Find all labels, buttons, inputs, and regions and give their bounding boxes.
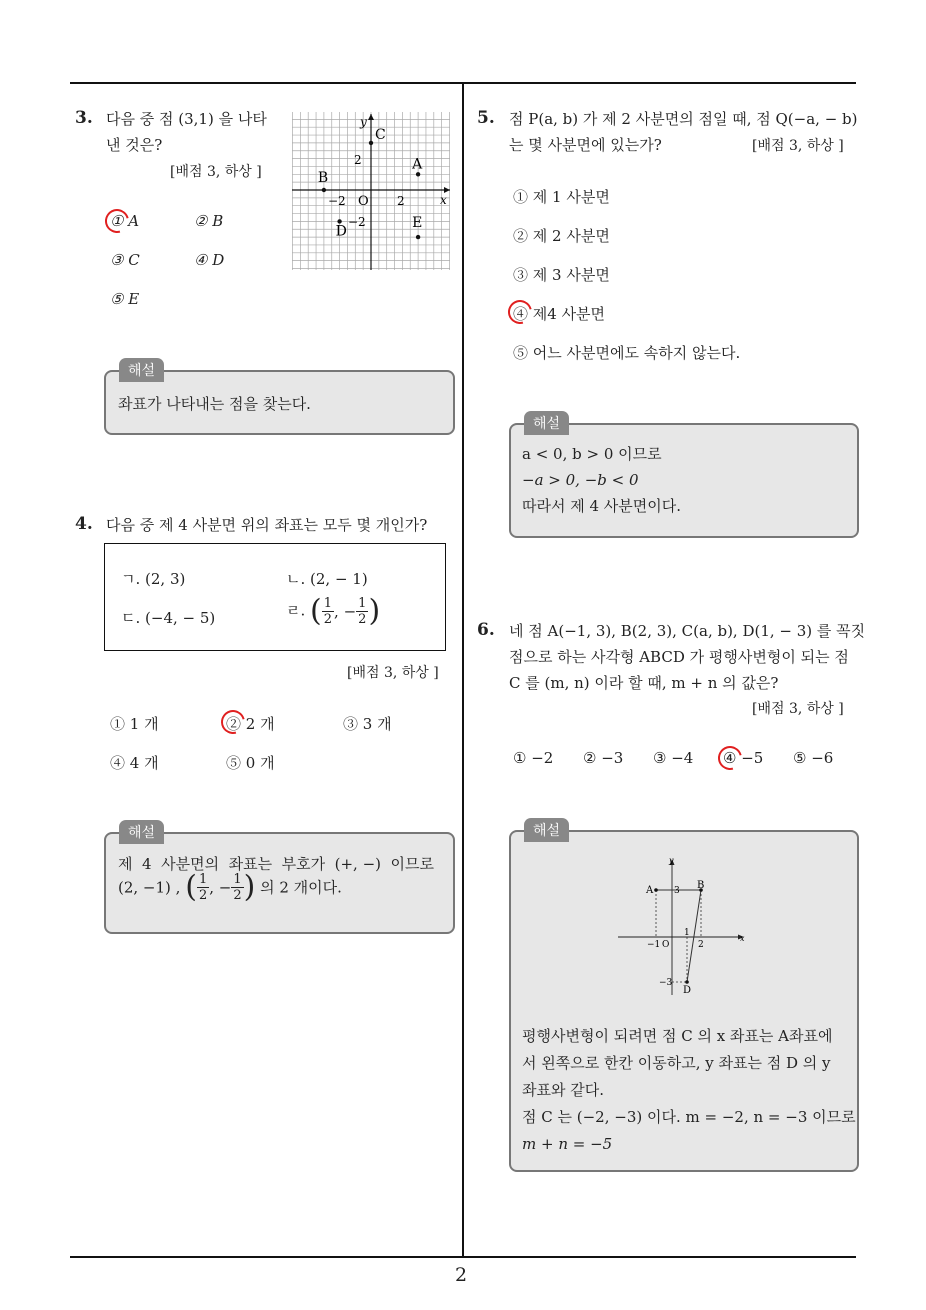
q4-explanation-mid: , − (209, 878, 232, 897)
q6-point-a (654, 888, 658, 892)
q4-explanation-pre: (2, −1) , (118, 878, 181, 897)
page-number: 2 (455, 1264, 468, 1286)
q4-explanation-tag: 해설 (119, 820, 164, 844)
q4-explanation-open-paren: ( (185, 869, 197, 905)
q4-item-d-num2: 1 (358, 596, 367, 611)
q3-tick-xm2: −2 (328, 194, 346, 208)
q3-y-label: y (360, 115, 367, 129)
q5-choice-1[interactable]: ① 제 1 사분면 (513, 188, 610, 206)
q6-tick-xm1: −1 (647, 940, 661, 950)
q3-score: [배점 3, 하상 ] (170, 164, 262, 180)
q6-label-a: A (646, 885, 654, 896)
bottom-rule (70, 1256, 856, 1258)
q3-point-e (416, 235, 420, 239)
q4-items-box (104, 543, 446, 651)
q4-explanation-num2: 1 (233, 872, 242, 887)
q6-score: [배점 3, 하상 ] (752, 701, 844, 717)
q6-explanation-line4: 점 C 는 (−2, −3) 이다. m = −2, n = −3 이므로 (522, 1108, 856, 1126)
q3-coordinate-grid (292, 112, 454, 272)
q4-question: 다음 중 제 4 사분면 위의 좌표는 모두 몇 개인가? (106, 516, 428, 534)
q3-point-label-b: B (317, 170, 329, 186)
q3-point-c (369, 141, 373, 145)
q4-explanation-close-paren: ) (243, 869, 256, 905)
q4-item-d-den1: 2 (323, 612, 333, 627)
q3-point-label-e: E (412, 215, 423, 232)
q6-choice-3[interactable]: ③ −4 (653, 749, 694, 767)
q4-item-a: ㄱ. (2, 3) (121, 570, 186, 588)
q3-point-label-d: D (335, 223, 347, 240)
q4-explanation-den1: 2 (198, 888, 208, 903)
q4-item-d-fraction2 (356, 596, 368, 627)
q5-score: [배점 3, 하상 ] (752, 138, 844, 154)
q5-explanation-line2: −a > 0, −b < 0 (522, 471, 639, 489)
q5-question-line2: 는 몇 사분면에 있는가? (509, 136, 662, 154)
q5-choice-2[interactable]: ② 제 2 사분면 (513, 227, 610, 245)
q4-explanation-line1: 제 4 사분면의 좌표는 부호가 (+, −) 이므로 (118, 855, 434, 873)
q6-y-label: y (669, 856, 674, 865)
q6-tick-x2: 2 (698, 940, 704, 950)
q5-choice-5[interactable]: ⑤ 어느 사분면에도 속하지 않는다. (513, 344, 741, 362)
q4-choice-3[interactable]: ③ 3 개 (343, 715, 392, 733)
q6-origin-label: O (662, 940, 670, 950)
q4-explanation-fraction1 (197, 872, 209, 903)
q4-choice-2[interactable]: ② 2 개 (226, 715, 275, 733)
q3-choice-3[interactable]: ③ C (110, 251, 140, 269)
q4-explanation-post: 의 2 개이다. (260, 878, 342, 897)
q3-choice-2[interactable]: ② B (194, 212, 224, 230)
q4-choice-5[interactable]: ⑤ 0 개 (226, 754, 275, 772)
q6-label-d: D (683, 985, 692, 996)
q3-question-line1: 다음 중 점 (3,1) 을 나타 (106, 110, 267, 128)
q3-question-line2: 낸 것은? (106, 136, 163, 154)
q3-choice-1[interactable]: ① A (110, 212, 140, 230)
q4-explanation-line2 (118, 869, 342, 905)
q6-question-line3: C 를 (m, n) 이라 할 때, m + n 의 값은? (509, 674, 779, 692)
q3-number: 3. (75, 108, 93, 128)
q3-x-label: x (440, 193, 447, 207)
q5-explanation-line3: 따라서 제 4 사분면이다. (522, 497, 682, 515)
q5-explanation-line1: a < 0, b > 0 이므로 (522, 445, 662, 463)
q6-tick-y3: 3 (674, 886, 680, 896)
q6-choice-1[interactable]: ① −2 (513, 749, 554, 767)
q3-explanation-text: 좌표가 나타내는 점을 찾는다. (118, 395, 311, 413)
q4-explanation-fraction2 (231, 872, 243, 903)
q6-question-line1: 네 점 A(−1, 3), B(2, 3), C(a, b), D(1, − 3) 를 꼭짓 (509, 622, 866, 640)
q6-explanation-line5: m + n = −5 (522, 1135, 613, 1153)
q3-point-b (322, 188, 326, 192)
q4-item-d-close-paren: ) (368, 593, 381, 629)
q6-explanation-line1: 평행사변형이 되려면 점 C 의 x 좌표는 A좌표에 (522, 1027, 833, 1045)
q6-choice-4[interactable]: ④ −5 (723, 749, 764, 767)
q4-explanation-den2: 2 (233, 888, 242, 903)
q6-choice-5[interactable]: ⑤ −6 (793, 749, 834, 767)
q4-item-d-mid: , − (334, 602, 357, 621)
q4-choice-1[interactable]: ① 1 개 (110, 715, 159, 733)
q6-number: 6. (477, 620, 495, 640)
q6-x-label: x (740, 934, 745, 943)
q6-parallelogram-graph (618, 855, 750, 1000)
q4-item-c: ㄷ. (−4, − 5) (121, 609, 216, 627)
q4-item-d-num1: 1 (323, 596, 333, 611)
q3-tick-x2: 2 (397, 194, 405, 208)
q6-label-b: B (697, 880, 705, 891)
q6-tick-x1: 1 (684, 928, 690, 938)
q6-choice-2[interactable]: ② −3 (583, 749, 624, 767)
q4-number: 4. (75, 514, 93, 534)
q4-choice-4[interactable]: ④ 4 개 (110, 754, 159, 772)
q4-item-b: ㄴ. (2, − 1) (286, 570, 368, 588)
q6-point-d (685, 980, 689, 984)
q4-item-d-open-paren: ( (310, 593, 322, 629)
q4-item-d-fraction1 (322, 596, 334, 627)
q3-point-label-a: A (412, 156, 423, 173)
q6-explanation-line3: 좌표와 같다. (522, 1081, 604, 1099)
q3-explanation-tag: 해설 (119, 358, 164, 382)
column-divider (462, 84, 464, 1256)
q5-explanation-tag: 해설 (524, 411, 569, 435)
q3-tick-ym2: −2 (348, 215, 366, 229)
q5-number: 5. (477, 108, 495, 128)
q3-point-a (416, 172, 420, 176)
q4-item-d-den2: 2 (358, 612, 367, 627)
q4-explanation-num1: 1 (198, 872, 208, 887)
q4-item-d-prefix: ㄹ. (286, 601, 306, 620)
q3-tick-y2: 2 (354, 153, 362, 167)
q5-choice-3[interactable]: ③ 제 3 사분면 (513, 266, 610, 284)
q4-score: [배점 3, 하상 ] (347, 665, 439, 681)
q5-question-line1: 점 P(a, b) 가 제 2 사분면의 점일 때, 점 Q(−a, − b) (509, 110, 858, 128)
q4-item-d (286, 593, 381, 629)
q3-origin-label: O (358, 194, 369, 209)
q5-choice-4[interactable]: ④ 제4 사분면 (513, 305, 606, 323)
q3-point-label-c: C (375, 126, 386, 143)
q6-question-line2: 점으로 하는 사각형 ABCD 가 평행사변형이 되는 점 (509, 648, 849, 666)
q6-explanation-tag: 해설 (524, 818, 569, 842)
q3-choice-5[interactable]: ⑤ E (110, 290, 140, 308)
q3-choice-4[interactable]: ④ D (194, 251, 225, 269)
q6-explanation-line2: 서 왼쪽으로 한칸 이동하고, y 좌표는 점 D 의 y (522, 1054, 831, 1072)
q6-tick-ym3: −3 (659, 978, 673, 988)
